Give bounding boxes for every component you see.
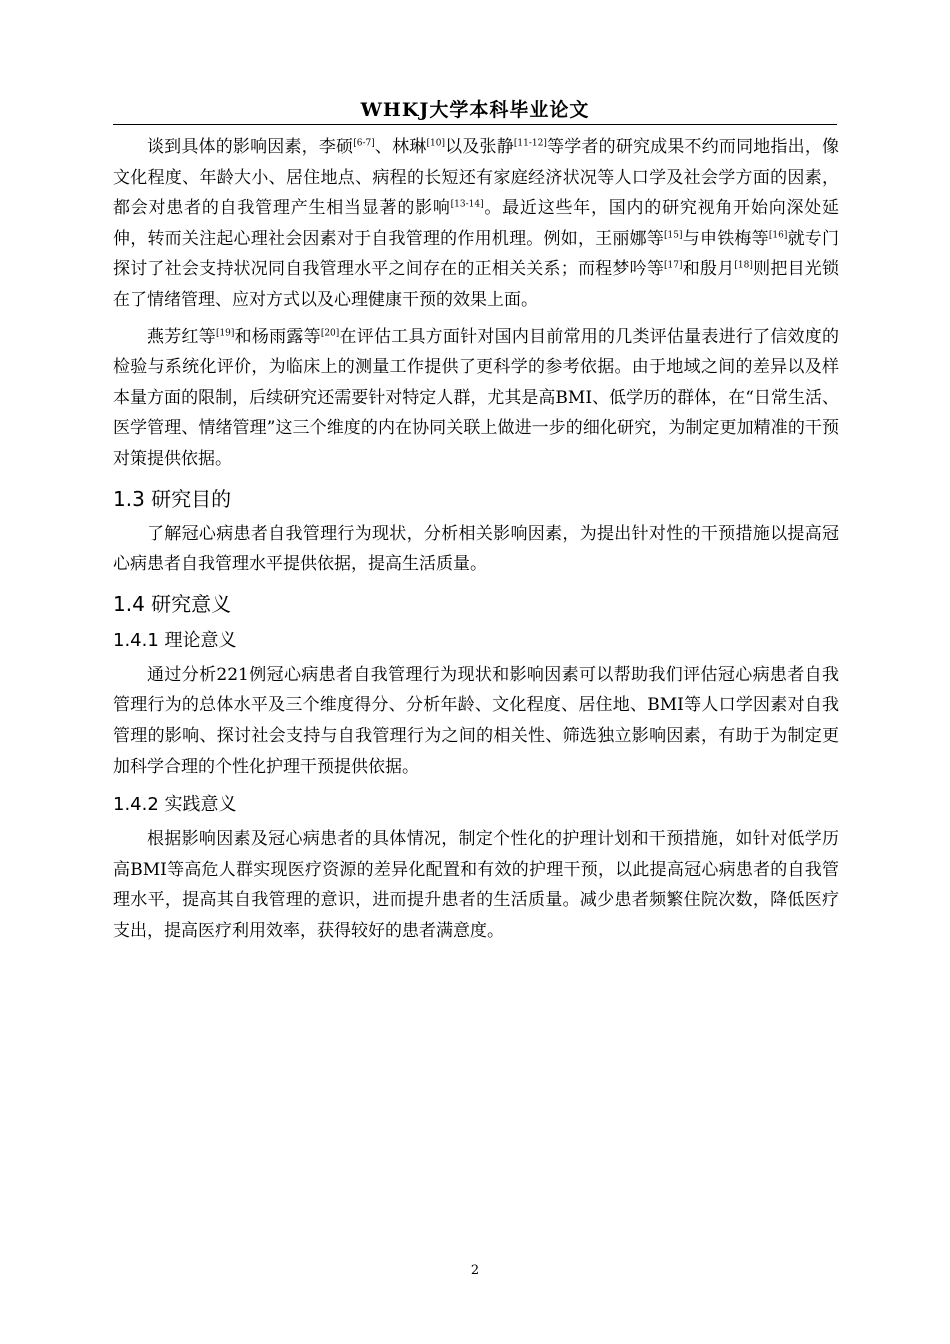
paragraph-practical-significance: 根据影响因素及冠心病患者的具体情况，制定个性化的护理计划和干预措施，如针对低学历高BMI等高危人群实现医疗资源的差异化配置和有效的护理干预，以此提高冠心病患者的自我管理水平，提高其自我管理的意识，进而提升患者的生活质量。减少患者频繁住院次数，降低医疗支出，提高医疗利用效率，获得较好的患者满意度。 [113,829,839,941]
subsection-heading-theoretical-significance: 1.4.1 理论意义 [113,629,237,651]
paragraph-theoretical-significance: 通过分析221例冠心病患者自我管理行为现状和影响因素可以帮助我们评估冠心病患者自我管理行为的总体水平及三个维度得分、分析年龄、文化程度、居住地、BMI等人口学因素对自我管理的影响、探讨社会支持与自我管理行为之间的相关性、筛选独立影响因素，有助于为制定更加科学合理的个性化护理干预提供依据。 [113,664,839,777]
text-run: 谈到具体的影响因素，李硕 [147,137,354,157]
page-body [113,132,839,952]
subsection-heading-practical-significance: 1.4.2 实践意义 [113,794,237,816]
citation: [6-7] [353,138,375,149]
paragraph-influencing-factors [113,132,839,316]
citation: [20] [320,327,340,338]
citation: [15] [664,230,683,241]
text-run: 等学者的研究成果不约而同地指出，像文化程度、年龄大小、居住地点、病程的长短还有家庭经济状况等人口学及社会学方面的因素，都会对患者的自我管理产生相当显著的影响 [113,137,840,219]
text-run: 在评估工具方面针对国内目前常用的几类评估量表进行了信效度的检验与系统化评价，为临床上的测量工作提供了更科学的参考依据。由于地域之间的差异以及样本量方面的限制，后续研究还需要针对特定人群，尤其是高BMI、低学历的群体，在“日常生活、医学管理、情绪管理”这三个维度的内在协同关联上做进一步的细化研究，为制定更加精准的干预对策提供依据。 [113,326,840,469]
paragraph-research-purpose: 了解冠心病患者自我管理行为现状，分析相关影响因素，为提出针对性的干预措施以提高冠心病患者自我管理水平提供依据，提高生活质量。 [113,523,839,575]
text-run: 与申铁梅等 [682,228,769,249]
section-heading-research-purpose: 1.3 研究目的 [113,486,232,511]
citation: [11-12] [513,138,547,149]
text-run: 燕芳红等 [147,326,216,347]
citation: [18] [734,260,753,271]
text-run: 和殷月 [682,259,735,280]
citation: [16] [768,230,788,241]
citation: [17] [664,260,683,271]
citation: [13-14] [450,199,484,210]
header-rule [113,124,837,125]
text-run: 则把目光锁在了情绪管理、应对方式以及心理健康干预的效果上面。 [113,259,840,310]
text-run: 以及张静 [444,137,514,157]
citation: [19] [215,327,235,338]
page-header-title: WHKJ大学本科毕业论文 [360,99,590,121]
text-run: 、林琳 [374,137,427,157]
citation: [10] [426,138,445,149]
text-run: 。最近这些年，国内的研究视角开始向深处延伸，转而关注起心理社会因素对于自我管理的作用机理。例如，王丽娜等 [113,198,840,249]
section-heading-research-significance: 1.4 研究意义 [113,591,232,616]
text-run: 就专门探讨了社会支持状况同自我管理水平之间存在的正相关关系；而程梦吟等 [113,228,840,280]
paragraph-assessment-tools [113,322,839,475]
page-number: 2 [470,1263,480,1278]
text-run: 和杨雨露等 [234,326,321,347]
